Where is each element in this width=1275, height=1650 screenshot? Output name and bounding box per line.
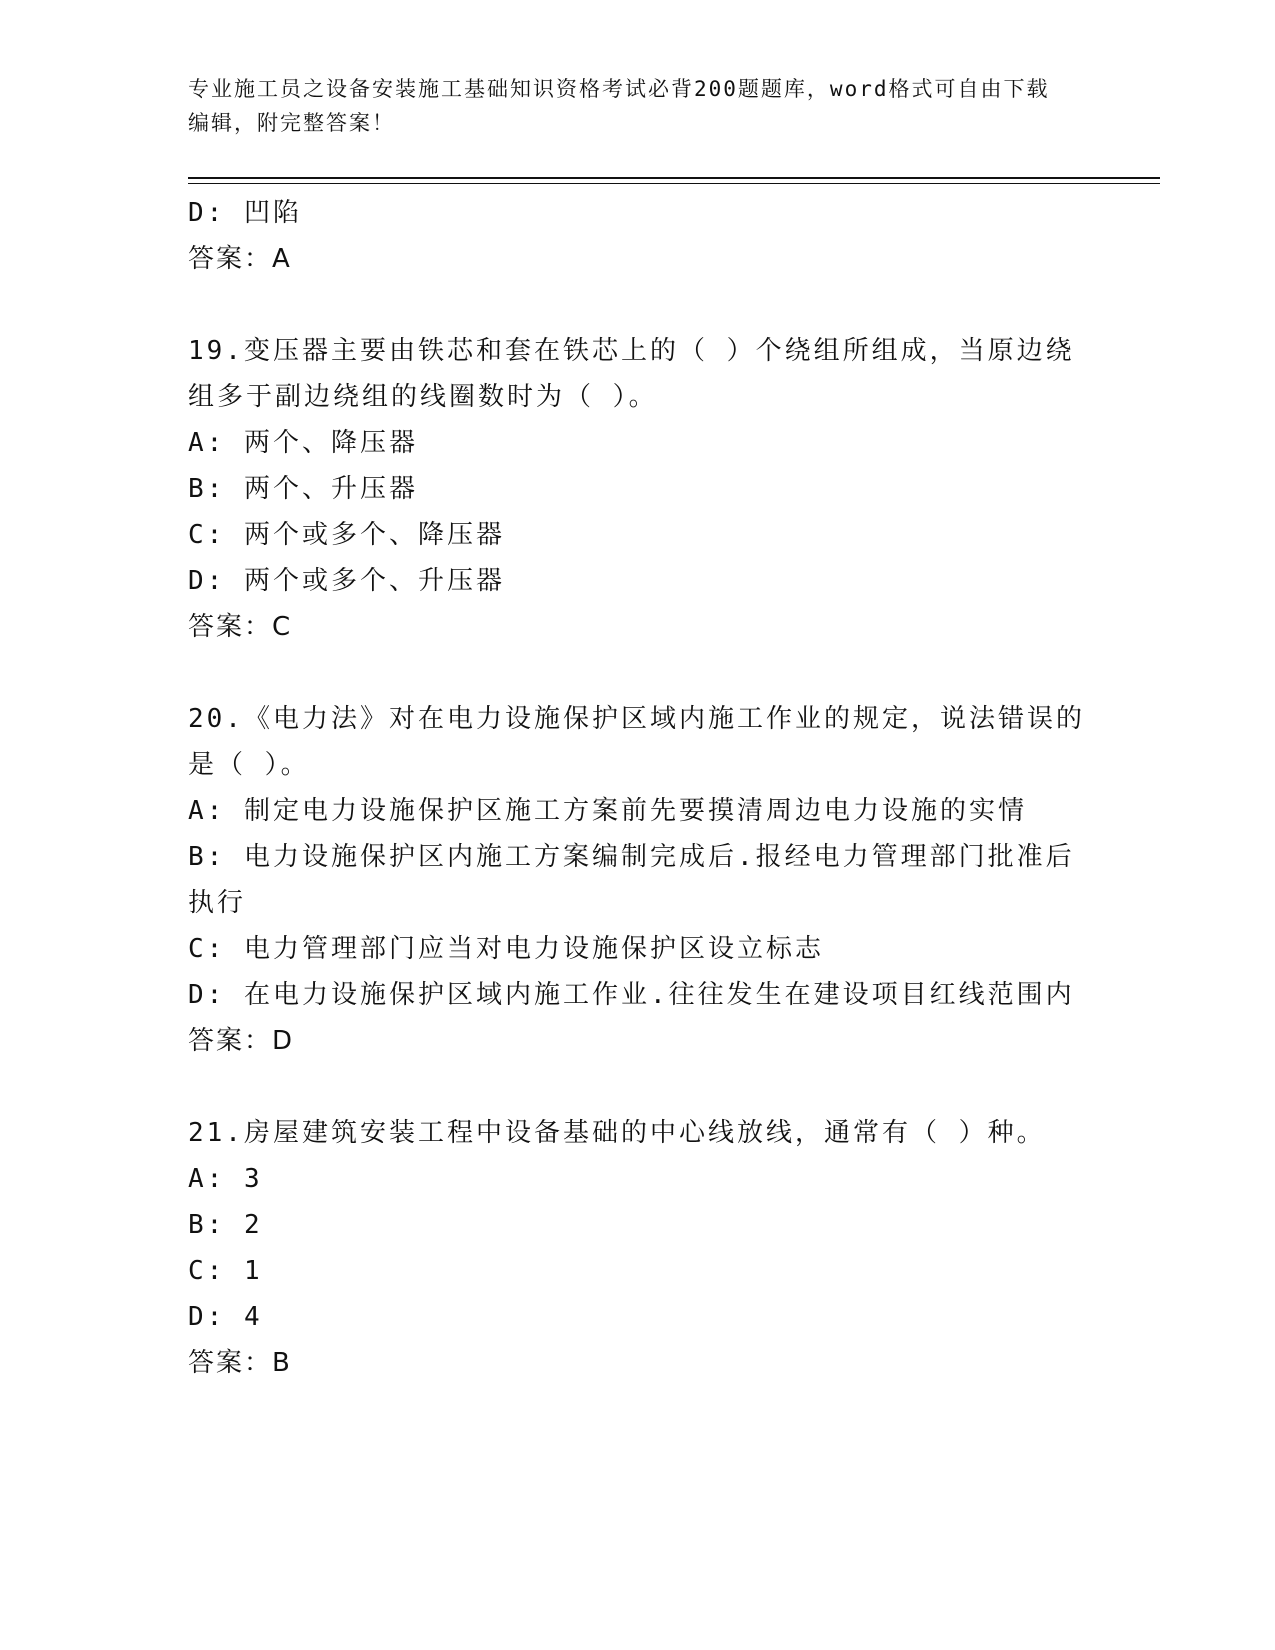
spacer xyxy=(188,650,1088,696)
option-a: A: 制定电力设施保护区施工方案前先要摸清周边电力设施的实情 xyxy=(188,796,1027,826)
answer-line: 答案：A xyxy=(188,244,292,274)
option-d: D: 两个或多个、升压器 xyxy=(188,566,505,596)
header-divider-thick xyxy=(188,177,1160,179)
question-content xyxy=(188,190,1088,1386)
document-header: 专业施工员之设备安装施工基础知识资格考试必背200题题库，word格式可自由下载编辑，附完整答案！ xyxy=(188,77,1050,135)
question-stem: 20.《电力法》对在电力设施保护区域内施工作业的规定，说法错误的是（ ）。 xyxy=(188,704,1085,780)
option-c: C: 1 xyxy=(188,1256,263,1286)
option-d: D: 凹陷 xyxy=(188,198,302,228)
answer-line: 答案：C xyxy=(188,612,293,642)
answer-line: 答案：B xyxy=(188,1348,292,1378)
option-d: D: 4 xyxy=(188,1302,263,1332)
question-stem: 21.房屋建筑安装工程中设备基础的中心线放线，通常有（ ）种。 xyxy=(188,1118,1046,1148)
option-c: C: 两个或多个、降压器 xyxy=(188,520,505,550)
header-divider-thin xyxy=(188,183,1160,184)
spacer xyxy=(188,1064,1088,1110)
option-d: D: 在电力设施保护区域内施工作业.往往发生在建设项目红线范围内 xyxy=(188,980,1075,1010)
question-stem: 19.变压器主要由铁芯和套在铁芯上的（ ）个绕组所组成，当原边绕组多于副边绕组的线圈数时为（ ）。 xyxy=(188,336,1075,412)
option-b: B: 2 xyxy=(188,1210,263,1240)
spacer xyxy=(188,282,1088,328)
option-a: A: 两个、降压器 xyxy=(188,428,418,458)
question-20 xyxy=(188,696,1088,1064)
option-c: C: 电力管理部门应当对电力设施保护区设立标志 xyxy=(188,934,824,964)
option-a: A: 3 xyxy=(188,1164,263,1194)
question-21 xyxy=(188,1110,1088,1386)
question-19 xyxy=(188,328,1088,650)
option-b: B: 电力设施保护区内施工方案编制完成后.报经电力管理部门批准后执行 xyxy=(188,842,1075,918)
option-b: B: 两个、升压器 xyxy=(188,474,418,504)
answer-line: 答案：D xyxy=(188,1026,295,1056)
